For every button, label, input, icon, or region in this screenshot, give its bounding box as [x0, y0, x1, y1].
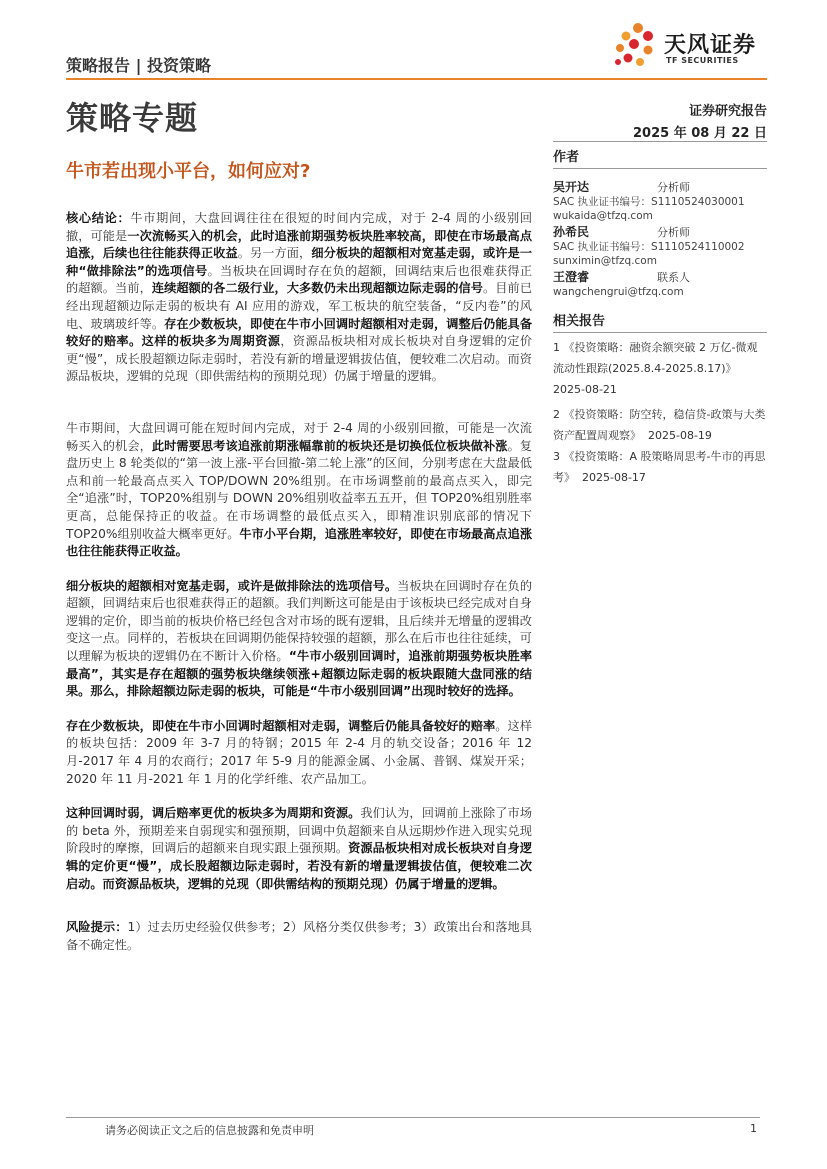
emphasis-text: 存在少数板块，即使在牛市小回调时超额相对走弱，调整后仍能具备较好的赔率: [66, 718, 496, 733]
main-body: [66, 210, 532, 971]
emphasis-text: 资源品板块相对成长板块对自身逻辑的定价更“慢”，成长股超额边际走弱时，若没有新的增量逻辑拔估值，便较难二次启动。而资源品板块，逻辑的兑现（即供需结构的预期兑现）仍属于增量的逻辑。: [66, 841, 533, 891]
report-type: 证券研究报告: [688, 104, 767, 119]
body-text: 。目前已经出现超额边际走弱的板块有 AI 应用的游戏，军工板块的航空装备，“反内卷”的风电、玻璃玻纤等。: [66, 281, 533, 331]
body-text: 。复盘历史上 8 轮类似的“第一波上涨-平台回撤-第二轮上涨”的区间，分别考虑在大盘最低点和前一轮最高点买入 TOP/DOWN 20%组别。在市场调整前的最高点买入，即完全“追涨”时，TOP20%组别与 DOWN 20%组别收益率五五开，但 TOP20%组别胜率更高，总能保持正的收益。在市场调整的最低点买入，即精准识别底部的情况下 TOP20%组别收益大概率更好。: [66, 438, 533, 541]
footer-divider: [66, 1117, 760, 1118]
author-role: 分析师: [657, 181, 690, 194]
body-paragraph: [66, 805, 532, 893]
emphasis-text: 牛市小平台期，追涨胜率较好，即使在市场最高点追涨也往往能获得正收益。: [66, 526, 533, 559]
logo-mark-icon: [612, 22, 660, 70]
emphasis-text: 细分板块的超额相对宽基走弱，或许是一种“做排除法”的选项信号: [66, 246, 533, 278]
author-role: 联系人: [657, 271, 690, 284]
related-report-item[interactable]: [553, 446, 767, 488]
author-block: [553, 180, 767, 223]
author-email[interactable]: wangchengrui@tfzq.com: [553, 286, 684, 298]
company-logo: [612, 22, 772, 72]
risk-warning-paragraph: [66, 919, 532, 954]
author-cert: SAC 执业证书编号：S1110524110002: [553, 241, 745, 253]
page-title: 策略专题: [66, 99, 199, 137]
author-name: 吴开达: [553, 180, 590, 194]
author-email[interactable]: wukaida@tfzq.com: [553, 210, 653, 222]
emphasis-text: 风险提示：: [66, 920, 128, 935]
body-text: 1）过去历史经验仅供参考；2）风格分类仅供参考；3）政策出台和落地具备不确定性。: [66, 920, 533, 952]
author-name: 孙希民: [553, 225, 590, 239]
author-cert: SAC 执业证书编号：S1110524030001: [553, 196, 745, 208]
related-report-item[interactable]: [553, 404, 767, 446]
emphasis-text: 核心结论：: [66, 211, 131, 225]
sidebar-divider: [553, 141, 767, 142]
body-text: 。这样的板块包括：2009 年 3-7 月的特钢；2015 年 2-4 月的轨交设备；2016 年 12 月-2017 年 4 月的农商行；2017 年 5-9 月的能源金属、小金属、普钢、煤炭开采；2020 年 11 月-2021 年 1 月的化学纤维、农产品加工。: [66, 718, 533, 786]
body-text: 牛市期间，大盘回调往往在很短的时间内完成，对于 2-4 周的小级别回撤，可能是: [66, 211, 533, 243]
header-divider: [66, 78, 767, 80]
body-text: 当板块在回调时存在负的超额，回调结束后也很难获得正的超额。我们判断这可能是由于该板块已经完成对自身逻辑的定价，即当前的板块价格已经包含对市场的既有逻辑，且后续并无增量的逻辑改变这一点。同样的，若板块在回调期仍能保持较强的超额，那么在后市也往往延续，可以理解为板块的逻辑仍在不断计入价格。: [66, 578, 533, 664]
author-role: 分析师: [657, 226, 690, 239]
emphasis-text: “牛市小级别回调时，追涨前期强势板块胜率最高”，其实是存在超额的强势板块继续领涨+超额边际走弱的板块跟随大盘同涨的结果。那么，排除超额边际走弱的板块，可能是“牛市小级别回调”出现时较好的选择。: [66, 649, 533, 699]
body-paragraph: [66, 718, 532, 788]
related-report-item[interactable]: [553, 337, 767, 400]
body-text: 。当板块在回调时存在负的超额，回调结束后也很难获得正的超额。当前，: [66, 263, 533, 296]
body-text: ，资源品板块相对成长板块对自身逻辑的定价更“慢”，成长股超额边际走弱时，若没有新的增量逻辑拔估值，便较难二次启动。而资源品板块，逻辑的兑现（即供需结构的预期兑现）仍属于增量的逻辑。: [66, 334, 533, 384]
emphasis-text: 连续超额的各二级行业，大多数仍未出现超额边际走弱的信号: [151, 281, 484, 296]
emphasis-text: 一次流畅买入的机会，此时追涨前期强势板块胜率较高，即使在市场最高点追涨，后续也往往能获得正收益: [66, 228, 533, 261]
related-report-title[interactable]: 1 《投资策略：融资余额突破 2 万亿-微观流动性跟踪(2025.8.4-2025.8.17)》: [553, 341, 758, 375]
body-text: 牛市期间，大盘回调可能在短时间内完成，对于 2-4 周的小级别回撤，可能是一次流畅买入的机会，: [66, 420, 532, 453]
emphasis-text: 细分板块的超额相对宽基走弱，或许是做排除法的选项信号。: [66, 578, 398, 593]
footer-disclaimer[interactable]: 请务必阅读正文之后的信息披露和免责申明: [105, 1124, 314, 1137]
logo-en: TF SECURITIES: [666, 56, 739, 65]
page-number: 1: [750, 1122, 757, 1135]
author-email[interactable]: sunximin@tfzq.com: [553, 255, 657, 267]
related-report-date: 2025-08-17: [582, 471, 646, 484]
sidebar: [553, 146, 767, 299]
related-report-title[interactable]: 2 《投资策略：防空转，稳信贷-政策与大类资产配置周观察》: [553, 408, 766, 442]
author-name: 王澄睿: [553, 270, 590, 284]
author-block: [553, 225, 767, 268]
report-date: 2025 年 08 月 22 日: [633, 126, 767, 141]
authors-heading: 作者: [553, 146, 767, 169]
emphasis-text: 这种回调时弱，调后赔率更优的板块多为周期和资源。: [66, 806, 361, 821]
related-report-title[interactable]: 3 《投资策略：A 股策略周思考-牛市的再思考》: [553, 450, 766, 484]
author-block: [553, 270, 767, 299]
logo-name: 天风证券: [664, 33, 757, 58]
report-subtitle: 牛市若出现小平台，如何应对?: [66, 161, 311, 182]
related-reports: [553, 310, 767, 488]
body-text: 我们认为，回调前上涨除了市场的 beta 外，预期差来自弱现实和强预期，回调中负超额来自从远期炒作进入现实兑现阶段时的摩擦，回调后的超额来自现实跟上强预期。: [66, 806, 533, 856]
emphasis-text: 此时需要思考该追涨前期涨幅靠前的板块还是切换低位板块做补涨: [151, 438, 508, 453]
report-category: 策略报告 | 投资策略: [66, 56, 211, 75]
related-heading: 相关报告: [553, 310, 767, 333]
related-report-date: 2025-08-21: [553, 383, 617, 396]
core-conclusion-paragraph: [66, 210, 532, 386]
body-paragraph: [66, 578, 532, 701]
body-paragraph: [66, 420, 532, 561]
body-text: 。另一方面，: [237, 246, 312, 261]
emphasis-text: 存在少数板块，即使在牛市小回调时超额相对走弱，调整后仍能具备较好的赔率。这样的板块多为周期资源: [66, 316, 533, 349]
related-report-date: 2025-08-19: [648, 429, 712, 442]
